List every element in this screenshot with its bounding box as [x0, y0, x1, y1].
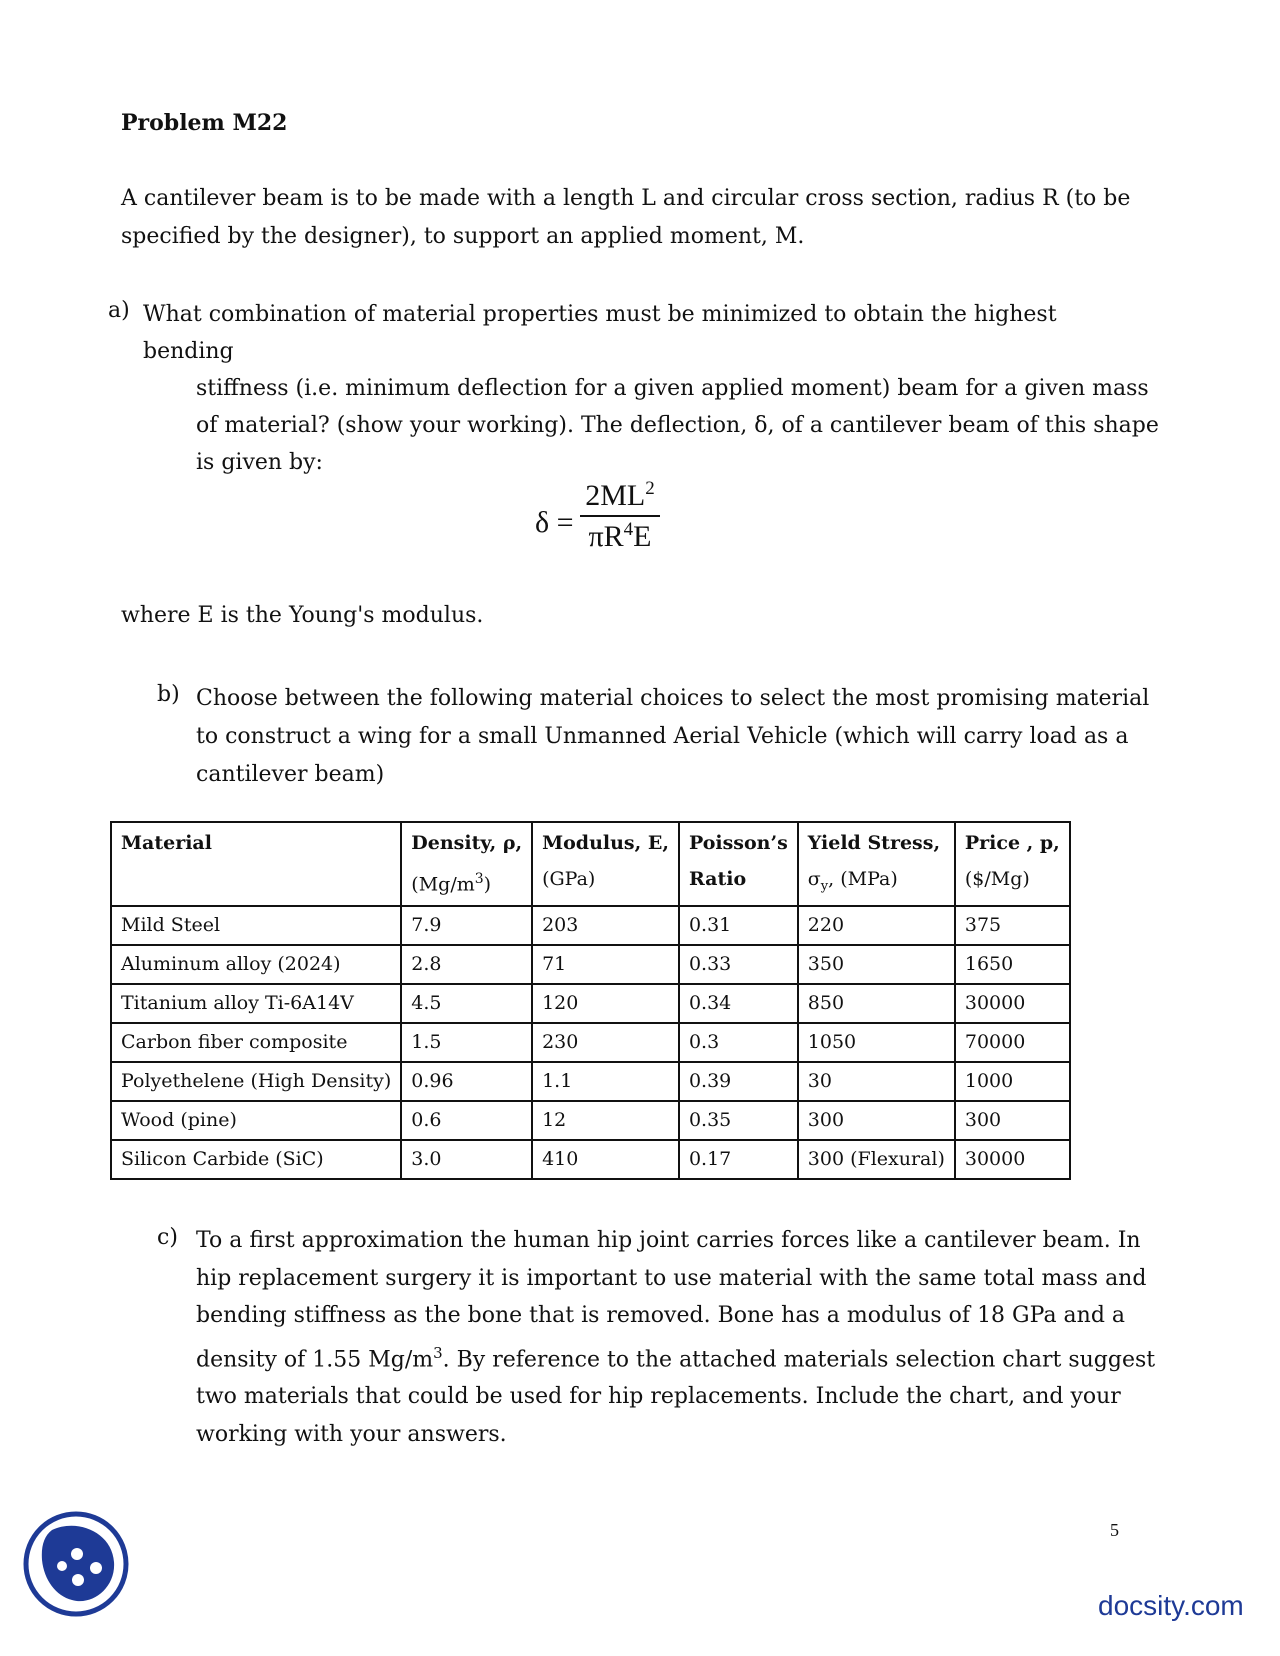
cell-yield: 350 [798, 945, 955, 984]
table-header-row [111, 822, 1070, 906]
cell-yield: 850 [798, 984, 955, 1023]
cell-poisson: 0.17 [679, 1140, 798, 1179]
formula-lhs: δ = [535, 506, 574, 539]
cell-material: Carbon fiber composite [111, 1023, 401, 1062]
table-row [111, 945, 1070, 984]
header-poisson: Poisson’s Ratio [679, 822, 798, 906]
cell-yield: 1050 [798, 1023, 955, 1062]
cell-modulus: 120 [532, 984, 679, 1023]
cell-yield: 300 (Flexural) [798, 1140, 955, 1179]
cell-price: 1650 [955, 945, 1070, 984]
where-text: where E is the Young's modulus. [121, 603, 484, 628]
problem-title: Problem M22 [121, 110, 288, 136]
part-b-text: Choose between the following material choices to select the most promising material to construct a wing for a small Unmanned Aerial Vehicle (which will carry load as a cantilever beam) [196, 686, 1150, 787]
materials-table [110, 821, 1071, 1180]
part-a-first-line: What combination of material properties must be minimized to obtain the highest bending [143, 302, 1057, 364]
part-c-label: c) [157, 1225, 178, 1250]
cell-density: 1.5 [401, 1023, 532, 1062]
cell-poisson: 0.34 [679, 984, 798, 1023]
table-row [111, 1101, 1070, 1140]
cell-material: Silicon Carbide (SiC) [111, 1140, 401, 1179]
cell-poisson: 0.35 [679, 1101, 798, 1140]
cell-modulus: 1.1 [532, 1062, 679, 1101]
header-modulus: Modulus, E, (GPa) [532, 822, 679, 906]
cell-material: Aluminum alloy (2024) [111, 945, 401, 984]
cell-modulus: 410 [532, 1140, 679, 1179]
cell-price: 30000 [955, 1140, 1070, 1179]
cell-modulus: 12 [532, 1101, 679, 1140]
formula-numerator: $2ML^2$ [585, 478, 655, 512]
cell-price: 30000 [955, 984, 1070, 1023]
part-a-rest: stiffness (i.e. minimum deflection for a given applied moment) beam for a given mass of material? (show your working). The deflection, δ, of a cantilever beam of this shape is given by: [196, 376, 1159, 475]
table-row [111, 1023, 1070, 1062]
table-row [111, 906, 1070, 945]
cell-yield: 30 [798, 1062, 955, 1101]
cell-material: Polyethelene (High Density) [111, 1062, 401, 1101]
formula-fraction [580, 478, 660, 554]
cell-material: Titanium alloy Ti-6A14V [111, 984, 401, 1023]
cell-price: 300 [955, 1101, 1070, 1140]
docsity-brand-link[interactable]: docsity.com [1098, 1590, 1244, 1621]
formula-denominator: $\pi R^4E$ [588, 519, 652, 553]
cell-modulus: 203 [532, 906, 679, 945]
cell-density: 7.9 [401, 906, 532, 945]
docsity-logo-icon[interactable] [22, 1510, 130, 1618]
header-density: Density, ρ, $(Mg/m^3)$ [401, 822, 532, 906]
cell-yield: 220 [798, 906, 955, 945]
cell-density: 0.6 [401, 1101, 532, 1140]
header-yield-stress: Yield Stress, $\sigma_y$, (MPa) [798, 822, 955, 906]
cell-modulus: 71 [532, 945, 679, 984]
part-a-label: a) [108, 298, 130, 323]
cell-poisson: 0.31 [679, 906, 798, 945]
part-b-label: b) [157, 682, 180, 707]
table-row [111, 1062, 1070, 1101]
part-a-text [143, 296, 1161, 481]
cell-density: 2.8 [401, 945, 532, 984]
table-row [111, 984, 1070, 1023]
header-material: Material [111, 822, 401, 906]
cell-price: 375 [955, 906, 1070, 945]
cell-yield: 300 [798, 1101, 955, 1140]
table-row [111, 1140, 1070, 1179]
cell-price: 1000 [955, 1062, 1070, 1101]
cell-material: Wood (pine) [111, 1101, 401, 1140]
cell-price: 70000 [955, 1023, 1070, 1062]
problem-intro: A cantilever beam is to be made with a length L and circular cross section, radius R (to be specified by the designer), to support an applied moment, M. [121, 186, 1131, 249]
page-number: 5 [1110, 1520, 1119, 1540]
cell-poisson: 0.3 [679, 1023, 798, 1062]
cell-density: 0.96 [401, 1062, 532, 1101]
part-c-text: To a first approximation the human hip joint carries forces like a cantilever beam. In hip replacement surgery it is important to use material with the same total mass and bending stiffness as the bone that is removed. Bone has a modulus of 18 GPa and a density of 1.55 $Mg/m^3$. By reference to the attached materials selection chart suggest two materials that could be used for hip replacements. Include the chart, and your working with your answers. [196, 1228, 1156, 1447]
cell-poisson: 0.39 [679, 1062, 798, 1101]
cell-density: 4.5 [401, 984, 532, 1023]
cell-poisson: 0.33 [679, 945, 798, 984]
header-price: Price , p, ($/Mg) [955, 822, 1070, 906]
cell-density: 3.0 [401, 1140, 532, 1179]
cell-material: Mild Steel [111, 906, 401, 945]
cell-modulus: 230 [532, 1023, 679, 1062]
